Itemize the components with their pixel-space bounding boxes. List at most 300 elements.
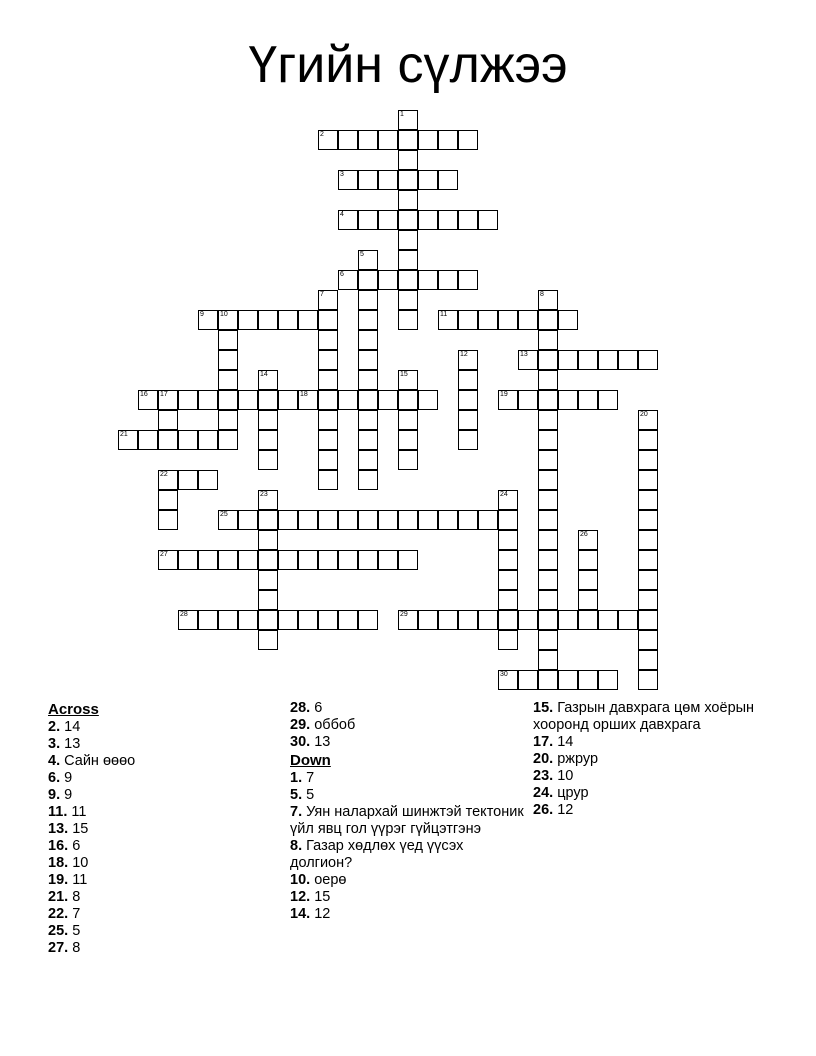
- grid-cell[interactable]: [398, 390, 418, 410]
- grid-cell[interactable]: [338, 610, 358, 630]
- grid-cell[interactable]: [258, 490, 278, 510]
- grid-cell[interactable]: [398, 230, 418, 250]
- grid-cell[interactable]: [498, 570, 518, 590]
- grid-cell[interactable]: [398, 170, 418, 190]
- grid-cell[interactable]: [318, 350, 338, 370]
- grid-cell[interactable]: [298, 390, 318, 410]
- grid-cell[interactable]: [338, 130, 358, 150]
- grid-cell[interactable]: [318, 510, 338, 530]
- grid-cell[interactable]: [338, 270, 358, 290]
- grid-cell[interactable]: [378, 390, 398, 410]
- grid-cell[interactable]: [278, 510, 298, 530]
- clue-text: Уян налархай шинжтэй тектоник үйл явц гол үүрэг гүйцэтгэнэ: [290, 804, 524, 837]
- grid-cell[interactable]: [538, 430, 558, 450]
- grid-cell[interactable]: [318, 430, 338, 450]
- grid-cell[interactable]: [358, 450, 378, 470]
- grid-cell[interactable]: [258, 550, 278, 570]
- grid-cell[interactable]: [578, 550, 598, 570]
- grid-cell[interactable]: [538, 590, 558, 610]
- grid-cell[interactable]: [458, 130, 478, 150]
- clue-item: [48, 923, 283, 940]
- clue-item: [290, 804, 525, 838]
- grid-cell[interactable]: [398, 450, 418, 470]
- grid-cell[interactable]: [398, 510, 418, 530]
- grid-cell[interactable]: [318, 610, 338, 630]
- grid-cell[interactable]: [318, 370, 338, 390]
- grid-cell[interactable]: [358, 250, 378, 270]
- grid-cell[interactable]: [358, 410, 378, 430]
- grid-cell[interactable]: [358, 350, 378, 370]
- grid-cell[interactable]: [578, 670, 598, 690]
- clue-number-label: 27.: [48, 940, 69, 956]
- grid-cell[interactable]: [218, 410, 238, 430]
- grid-cell[interactable]: [258, 430, 278, 450]
- grid-cell[interactable]: [638, 630, 658, 650]
- grid-cell[interactable]: [418, 210, 438, 230]
- clue-number-label: 2.: [48, 719, 61, 735]
- grid-cell[interactable]: [398, 290, 418, 310]
- grid-cell[interactable]: [518, 610, 538, 630]
- clue-text: 10: [72, 855, 89, 871]
- grid-cell[interactable]: [538, 650, 558, 670]
- clue-text: 8: [72, 889, 81, 905]
- grid-cell[interactable]: [418, 510, 438, 530]
- grid-cell[interactable]: [638, 530, 658, 550]
- grid-cell[interactable]: [278, 610, 298, 630]
- grid-cell[interactable]: [358, 270, 378, 290]
- clue-number: 29: [400, 611, 408, 618]
- clue-number: 16: [140, 391, 148, 398]
- grid-cell[interactable]: [598, 390, 618, 410]
- clue-number: 8: [540, 291, 544, 298]
- grid-cell[interactable]: [478, 310, 498, 330]
- grid-cell[interactable]: [258, 530, 278, 550]
- grid-cell[interactable]: [538, 290, 558, 310]
- grid-cell[interactable]: [418, 390, 438, 410]
- clue-number: 18: [300, 391, 308, 398]
- grid-cell[interactable]: [578, 390, 598, 410]
- down-heading: Down: [290, 752, 331, 769]
- clue-number: 19: [500, 391, 508, 398]
- grid-cell[interactable]: [538, 530, 558, 550]
- clue-item: [48, 838, 283, 855]
- clue-number-label: 29.: [290, 717, 311, 733]
- grid-cell[interactable]: [238, 390, 258, 410]
- clue-item: [48, 940, 283, 957]
- grid-cell[interactable]: [398, 150, 418, 170]
- grid-cell[interactable]: [258, 590, 278, 610]
- grid-cell[interactable]: [358, 370, 378, 390]
- grid-cell[interactable]: [258, 510, 278, 530]
- grid-cell[interactable]: [358, 390, 378, 410]
- clue-item: [290, 700, 525, 717]
- grid-cell[interactable]: [358, 130, 378, 150]
- grid-cell[interactable]: [398, 370, 418, 390]
- grid-cell[interactable]: [538, 330, 558, 350]
- grid-cell[interactable]: [558, 610, 578, 630]
- grid-cell[interactable]: [338, 510, 358, 530]
- clue-item: [533, 700, 768, 734]
- grid-cell[interactable]: [538, 630, 558, 650]
- grid-cell[interactable]: [318, 470, 338, 490]
- clue-item: [533, 734, 768, 751]
- clue-item: [290, 787, 525, 804]
- clue-number-label: 7.: [290, 804, 303, 820]
- grid-cell[interactable]: [538, 490, 558, 510]
- grid-cell[interactable]: [218, 510, 238, 530]
- clue-number-label: 1.: [290, 770, 303, 786]
- grid-cell[interactable]: [458, 430, 478, 450]
- grid-cell[interactable]: [198, 390, 218, 410]
- grid-cell[interactable]: [258, 610, 278, 630]
- clue-number-label: 19.: [48, 872, 69, 888]
- grid-cell[interactable]: [518, 670, 538, 690]
- grid-cell[interactable]: [398, 610, 418, 630]
- grid-cell[interactable]: [238, 310, 258, 330]
- grid-cell[interactable]: [538, 670, 558, 690]
- grid-cell[interactable]: [458, 510, 478, 530]
- clue-item: [48, 855, 283, 872]
- clue-text: 8: [72, 940, 81, 956]
- clue-text: 6: [72, 838, 81, 854]
- grid-cell[interactable]: [218, 350, 238, 370]
- grid-cell[interactable]: [318, 450, 338, 470]
- clue-text: 13: [64, 736, 81, 752]
- grid-cell[interactable]: [198, 470, 218, 490]
- grid-cell[interactable]: [618, 350, 638, 370]
- grid-cell[interactable]: [598, 350, 618, 370]
- grid-cell[interactable]: [438, 310, 458, 330]
- grid-cell[interactable]: [198, 550, 218, 570]
- clue-number: 12: [460, 351, 468, 358]
- grid-cell[interactable]: [638, 410, 658, 430]
- clue-number-label: 23.: [533, 768, 554, 784]
- grid-cell[interactable]: [458, 370, 478, 390]
- grid-cell[interactable]: [158, 410, 178, 430]
- grid-cell[interactable]: [318, 410, 338, 430]
- grid-cell[interactable]: [638, 450, 658, 470]
- grid-cell[interactable]: [318, 290, 338, 310]
- grid-cell[interactable]: [418, 610, 438, 630]
- clue-number-label: 11.: [48, 804, 68, 820]
- clue-number: 15: [400, 371, 408, 378]
- clue-number-label: 6.: [48, 770, 61, 786]
- grid-cell[interactable]: [178, 430, 198, 450]
- grid-cell[interactable]: [438, 270, 458, 290]
- grid-cell[interactable]: [418, 170, 438, 190]
- grid-cell[interactable]: [398, 270, 418, 290]
- grid-cell[interactable]: [358, 550, 378, 570]
- clue-item: [290, 872, 525, 889]
- clue-number-label: 15.: [533, 700, 554, 716]
- clue-number: 7: [320, 291, 324, 298]
- grid-cell[interactable]: [218, 430, 238, 450]
- grid-cell[interactable]: [358, 510, 378, 530]
- grid-cell[interactable]: [178, 550, 198, 570]
- grid-cell[interactable]: [498, 630, 518, 650]
- grid-cell[interactable]: [278, 550, 298, 570]
- grid-cell[interactable]: [538, 470, 558, 490]
- grid-cell[interactable]: [478, 210, 498, 230]
- grid-cell[interactable]: [218, 390, 238, 410]
- clue-number-label: 17.: [533, 734, 554, 750]
- clue-number: 4: [340, 211, 344, 218]
- clue-number-label: 20.: [533, 751, 554, 767]
- grid-cell[interactable]: [318, 130, 338, 150]
- grid-cell[interactable]: [218, 610, 238, 630]
- grid-cell[interactable]: [358, 610, 378, 630]
- grid-cell[interactable]: [398, 130, 418, 150]
- grid-cell[interactable]: [638, 590, 658, 610]
- clue-text: 14: [557, 734, 574, 750]
- grid-cell[interactable]: [138, 390, 158, 410]
- grid-cell[interactable]: [538, 550, 558, 570]
- grid-cell[interactable]: [198, 430, 218, 450]
- clue-item: [48, 770, 283, 787]
- grid-cell[interactable]: [398, 190, 418, 210]
- grid-cell[interactable]: [378, 270, 398, 290]
- grid-cell[interactable]: [638, 490, 658, 510]
- grid-cell[interactable]: [138, 430, 158, 450]
- grid-cell[interactable]: [218, 330, 238, 350]
- grid-cell[interactable]: [358, 430, 378, 450]
- clue-text: Газар хөдлөх үед үүсэх долгион?: [290, 838, 464, 871]
- grid-cell[interactable]: [378, 130, 398, 150]
- grid-cell[interactable]: [358, 470, 378, 490]
- grid-cell[interactable]: [638, 510, 658, 530]
- grid-cell[interactable]: [258, 370, 278, 390]
- grid-cell[interactable]: [458, 410, 478, 430]
- grid-cell[interactable]: [318, 550, 338, 570]
- grid-cell[interactable]: [638, 670, 658, 690]
- clues-column-3: [533, 700, 768, 819]
- grid-cell[interactable]: [478, 610, 498, 630]
- grid-cell[interactable]: [398, 410, 418, 430]
- grid-cell[interactable]: [458, 390, 478, 410]
- grid-cell[interactable]: [258, 570, 278, 590]
- grid-cell[interactable]: [578, 350, 598, 370]
- grid-cell[interactable]: [558, 310, 578, 330]
- grid-cell[interactable]: [258, 450, 278, 470]
- grid-cell[interactable]: [498, 490, 518, 510]
- grid-cell[interactable]: [498, 510, 518, 530]
- clue-number: 20: [640, 411, 648, 418]
- grid-cell[interactable]: [458, 270, 478, 290]
- grid-cell[interactable]: [398, 210, 418, 230]
- grid-cell[interactable]: [458, 210, 478, 230]
- grid-cell[interactable]: [158, 430, 178, 450]
- clue-item: [290, 717, 525, 734]
- grid-cell[interactable]: [438, 170, 458, 190]
- clue-text: 6: [314, 700, 323, 716]
- grid-cell[interactable]: [318, 330, 338, 350]
- grid-cell[interactable]: [638, 350, 658, 370]
- grid-cell[interactable]: [358, 310, 378, 330]
- grid-cell[interactable]: [198, 610, 218, 630]
- grid-cell[interactable]: [358, 330, 378, 350]
- clue-number-label: 13.: [48, 821, 69, 837]
- grid-cell[interactable]: [498, 590, 518, 610]
- clue-number-label: 14.: [290, 906, 311, 922]
- grid-cell[interactable]: [378, 210, 398, 230]
- grid-cell[interactable]: [258, 630, 278, 650]
- grid-cell[interactable]: [338, 390, 358, 410]
- grid-cell[interactable]: [538, 350, 558, 370]
- grid-cell[interactable]: [498, 530, 518, 550]
- grid-cell[interactable]: [158, 390, 178, 410]
- grid-cell[interactable]: [538, 610, 558, 630]
- grid-cell[interactable]: [598, 610, 618, 630]
- grid-cell[interactable]: [518, 350, 538, 370]
- grid-cell[interactable]: [178, 390, 198, 410]
- grid-cell[interactable]: [478, 510, 498, 530]
- grid-cell[interactable]: [538, 570, 558, 590]
- grid-cell[interactable]: [638, 610, 658, 630]
- clue-item: [48, 736, 283, 753]
- grid-cell[interactable]: [118, 430, 138, 450]
- grid-cell[interactable]: [338, 550, 358, 570]
- grid-cell[interactable]: [338, 210, 358, 230]
- grid-cell[interactable]: [438, 510, 458, 530]
- grid-cell[interactable]: [378, 170, 398, 190]
- grid-cell[interactable]: [318, 310, 338, 330]
- grid-cell[interactable]: [178, 470, 198, 490]
- grid-cell[interactable]: [578, 590, 598, 610]
- clue-item: [48, 821, 283, 838]
- grid-cell[interactable]: [578, 570, 598, 590]
- clue-item: [533, 802, 768, 819]
- grid-cell[interactable]: [158, 490, 178, 510]
- clue-number-label: 3.: [48, 736, 61, 752]
- grid-cell[interactable]: [178, 610, 198, 630]
- grid-cell[interactable]: [438, 130, 458, 150]
- grid-cell[interactable]: [598, 670, 618, 690]
- grid-cell[interactable]: [638, 650, 658, 670]
- grid-cell[interactable]: [538, 510, 558, 530]
- clue-number: 22: [160, 471, 168, 478]
- clue-text: 15: [72, 821, 89, 837]
- grid-cell[interactable]: [538, 310, 558, 330]
- grid-cell[interactable]: [418, 270, 438, 290]
- clue-text: 14: [64, 719, 81, 735]
- clue-number-label: 22.: [48, 906, 69, 922]
- clue-number: 11: [440, 311, 448, 318]
- grid-cell[interactable]: [218, 370, 238, 390]
- grid-cell[interactable]: [458, 610, 478, 630]
- clue-item: [48, 719, 283, 736]
- clue-number-label: 18.: [48, 855, 69, 871]
- grid-cell[interactable]: [258, 310, 278, 330]
- grid-cell[interactable]: [438, 610, 458, 630]
- grid-cell[interactable]: [278, 390, 298, 410]
- grid-cell[interactable]: [358, 210, 378, 230]
- grid-cell[interactable]: [298, 550, 318, 570]
- clue-number-label: 10.: [290, 872, 311, 888]
- grid-cell[interactable]: [498, 550, 518, 570]
- grid-cell[interactable]: [458, 310, 478, 330]
- clue-number: 30: [500, 671, 508, 678]
- grid-cell[interactable]: [398, 430, 418, 450]
- grid-cell[interactable]: [458, 350, 478, 370]
- grid-cell[interactable]: [538, 370, 558, 390]
- grid-cell[interactable]: [238, 610, 258, 630]
- grid-cell[interactable]: [498, 390, 518, 410]
- clue-item: [290, 906, 525, 923]
- clue-item: [533, 785, 768, 802]
- clue-item: [290, 734, 525, 751]
- clue-item: [48, 906, 283, 923]
- grid-cell[interactable]: [298, 310, 318, 330]
- grid-cell[interactable]: [498, 610, 518, 630]
- grid-cell[interactable]: [578, 610, 598, 630]
- clue-text: 9: [64, 787, 73, 803]
- grid-cell[interactable]: [358, 170, 378, 190]
- grid-cell[interactable]: [298, 510, 318, 530]
- grid-cell[interactable]: [538, 390, 558, 410]
- grid-cell[interactable]: [298, 610, 318, 630]
- grid-cell[interactable]: [398, 310, 418, 330]
- clue-item: [290, 770, 525, 787]
- clue-text: оерө: [314, 872, 347, 888]
- grid-cell[interactable]: [498, 670, 518, 690]
- grid-cell[interactable]: [258, 410, 278, 430]
- clue-text: 11: [72, 872, 88, 888]
- clue-number: 3: [340, 171, 344, 178]
- grid-cell[interactable]: [278, 310, 298, 330]
- grid-cell[interactable]: [558, 670, 578, 690]
- grid-cell[interactable]: [218, 550, 238, 570]
- grid-cell[interactable]: [558, 350, 578, 370]
- grid-cell[interactable]: [218, 310, 238, 330]
- grid-cell[interactable]: [638, 570, 658, 590]
- grid-cell[interactable]: [518, 310, 538, 330]
- grid-cell[interactable]: [578, 530, 598, 550]
- grid-cell[interactable]: [618, 610, 638, 630]
- across-heading: Across: [48, 701, 99, 718]
- clue-text: Газрын давхрага цөм хоёрын хооронд орших давхрага: [533, 700, 755, 733]
- grid-cell[interactable]: [398, 550, 418, 570]
- grid-cell[interactable]: [538, 450, 558, 470]
- grid-cell[interactable]: [158, 550, 178, 570]
- grid-cell[interactable]: [378, 550, 398, 570]
- grid-cell[interactable]: [318, 390, 338, 410]
- grid-cell[interactable]: [498, 310, 518, 330]
- grid-cell[interactable]: [518, 390, 538, 410]
- grid-cell[interactable]: [418, 130, 438, 150]
- grid-cell[interactable]: [438, 210, 458, 230]
- grid-cell[interactable]: [238, 550, 258, 570]
- clue-item: [290, 889, 525, 906]
- grid-cell[interactable]: [638, 430, 658, 450]
- clue-number: 2: [320, 131, 324, 138]
- grid-cell[interactable]: [538, 410, 558, 430]
- grid-cell[interactable]: [398, 250, 418, 270]
- grid-cell[interactable]: [158, 510, 178, 530]
- grid-cell[interactable]: [378, 510, 398, 530]
- grid-cell[interactable]: [638, 470, 658, 490]
- grid-cell[interactable]: [198, 310, 218, 330]
- clue-number-label: 16.: [48, 838, 69, 854]
- grid-cell[interactable]: [238, 510, 258, 530]
- grid-cell[interactable]: [558, 390, 578, 410]
- grid-cell[interactable]: [358, 290, 378, 310]
- grid-cell[interactable]: [258, 390, 278, 410]
- grid-cell[interactable]: [338, 170, 358, 190]
- grid-cell[interactable]: [638, 550, 658, 570]
- clue-number: 28: [180, 611, 188, 618]
- grid-cell[interactable]: [158, 470, 178, 490]
- grid-cell[interactable]: [398, 110, 418, 130]
